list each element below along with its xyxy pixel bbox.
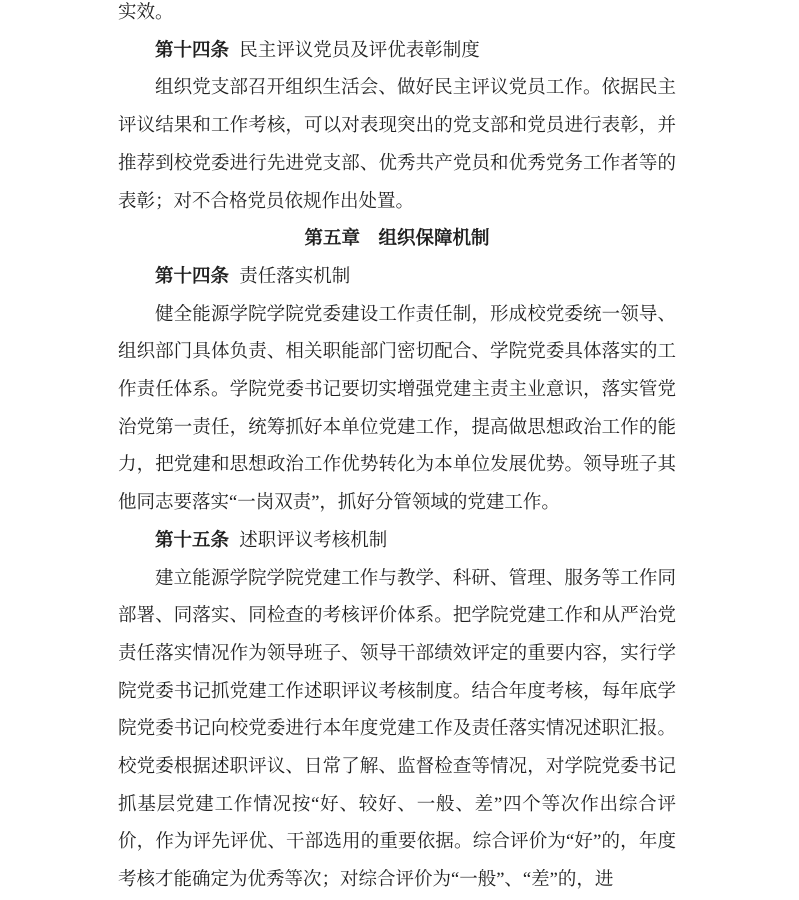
clause-15-heading [118,523,676,561]
clause-14b-title: 责任落实机制 [239,266,351,287]
clause-14-number: 第十四条 [155,40,230,61]
clause-14b-heading [118,259,676,297]
clause-14-heading [118,33,676,71]
clause-15-number: 第十五条 [155,530,230,551]
clause-15-title: 述职评议考核机制 [239,530,388,551]
clause-14-paragraph: 组织党支部召开组织生活会、做好民主评议党员工作。依据民主评议结果和工作考核，可以对表现突出的党支部和党员进行表彰，并推荐到校党委进行先进党支部、优秀共产党员和优秀党务工作者等的表彰；对不合格党员依规作出处置。 [118,78,676,212]
clause-14b-paragraph: 健全能源学院学院党委建设工作责任制，形成校党委统一领导、组织部门具体负责、相关职能部门密切配合、学院党委具体落实的工作责任体系。学院党委书记要切实增强党建主责主业意识，落实管党治党第一责任，统筹抓好本单位党建工作，提高做思想政治工作的能力，把党建和思想政治工作优势转化为本单位发展优势。领导班子其他同志要落实“一岗双责”，抓好分管领域的党建工作。 [118,304,676,514]
clause-14-title: 民主评议党员及评优表彰制度 [239,40,480,61]
chapter-5-heading: 第五章 组织保障机制 [304,229,490,250]
clause-15-paragraph: 建立能源学院学院党建工作与教学、科研、管理、服务等工作同部署、同落实、同检查的考核评价体系。把学院党建工作和从严治党责任落实情况作为领导班子、领导干部绩效评定的重要内容，实行学院党委书记抓党建工作述职评议考核制度。结合年度考核，每年底学院党委书记向校党委进行本年度党建工作及责任落实情况述职汇报。校党委根据述职评议、日常了解、监督检查等情况，对学院党委书记抓基层党建工作情况按“好、较好、一般、差”四个等次作出综合评价，作为评先评优、干部选用的重要依据。综合评价为“好”的，年度考核才能确定为优秀等次；对综合评价为“一般”、“差”的，进 [118,568,676,891]
paragraph-continuation: 实效。 [118,3,174,23]
clause-14b-number: 第十四条 [155,266,230,287]
